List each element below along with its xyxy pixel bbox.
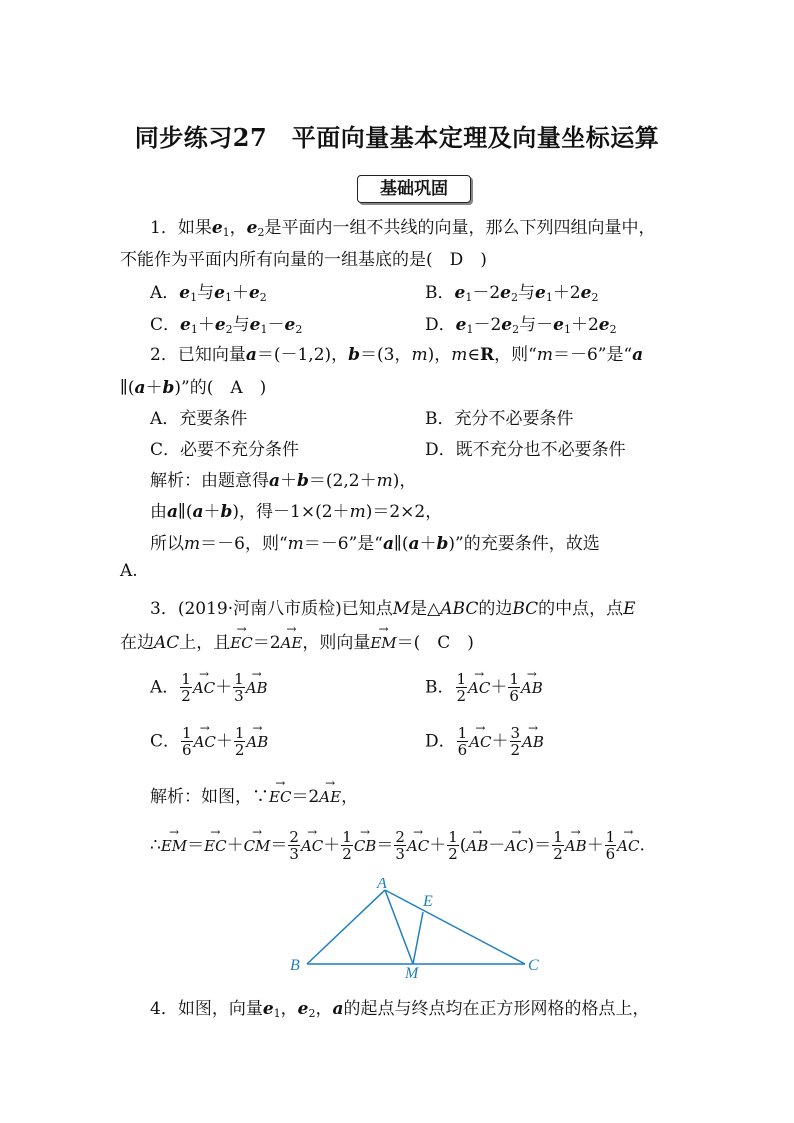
q3-line1: 3．(2019·河南八市质检)已知点M是△ABC的边BC的中点，点E [150,599,636,619]
label-a: A [377,878,387,892]
q2-line2: ∥(a＋b)”的( A ) [120,378,267,398]
q2-solution-3: 所以m＝－6，则“m＝－6”是“a∥(a＋b)”的充要条件，故选 [150,534,600,554]
segment-ab [307,890,385,964]
label-e: E [423,893,433,910]
q1-line1: 1．如果$e_1$，$e_2$是平面内一组不共线的向量，那么下列四组向量中， [150,218,656,239]
label-b: B [290,957,300,974]
q2-option-b: B．充分不必要条件 [425,409,574,429]
q3-solution-2: ∴→ EM＝→ EC＋→ CM＝ $\frac{2}{3}$ → AC＋ $\frac{1}{2}$ → CB＝ $\frac{2}{3}$ → AC＋ $\frac{1}{2}$ (→ AB－→ AC)＝ $\frac{1}{2}$ → AB＋ $\frac{1}{6}$ → AC. [150,830,645,862]
q2-solution-1: 解析：由题意得a＋b＝(2,2＋m)， [150,471,417,491]
q3-option-c: C． $\frac{1}{6}$ → AC＋ $\frac{1}{2}$ → AB [150,726,268,758]
triangle-figure [285,878,545,978]
q2-solution-2: 由a∥(a＋b)，得－1×(2＋m)＝2×2， [150,502,443,522]
q3-option-b: B． $\frac{1}{2}$ → AC＋ $\frac{1}{6}$ → AB [425,672,543,704]
q3-option-a: A． $\frac{1}{2}$ → AC＋ $\frac{1}{3}$ → AB [150,672,268,704]
q2-option-c: C．必要不充分条件 [150,440,300,460]
q3-option-d: D． $\frac{1}{6}$ → AC＋ $\frac{3}{2}$ → AB [425,726,544,758]
section-badge: 基础巩固 [357,175,471,203]
q1-line2: 不能作为平面内所有向量的一组基底的是( D ) [120,250,487,270]
segment-am [385,890,413,964]
q2-option-a: A．充要条件 [150,409,248,429]
label-c: C [528,957,539,974]
segment-em [413,912,423,964]
page-title: 同步练习27 平面向量基本定理及向量坐标运算 [134,123,660,152]
label-m: M [405,965,419,978]
q1-option-b: B．$e_1-2e_2$与$e_1+2e_2$ [425,283,599,304]
q3-solution-1: 解析：如图，∵→ EC＝2→ AE， [150,782,358,807]
q2-option-d: D．既不充分也不必要条件 [425,440,626,460]
q1-option-c: C．$e_1+e_2$与$e_1-e_2$ [150,315,303,336]
q3-line2: 在边AC上，且→ EC＝2→ AE，则向量→ EM＝( C ) [120,628,474,653]
segment-ac [385,890,525,964]
q4-line1: 4．如图，向量$e_1$，$e_2$，a的起点与终点均在正方形网格的格点上， [150,999,650,1020]
q1-option-a: A．$e_1$与$e_1+e_2$ [150,283,267,304]
q2-line1: 2．已知向量a＝(－1,2)，b＝(3，m)，m∈R，则“m＝－6”是“a [150,345,644,365]
q2-solution-4: A. [120,561,138,581]
q1-option-d: D．$e_1-2e_2$与$-e_1+2e_2$ [425,315,617,336]
